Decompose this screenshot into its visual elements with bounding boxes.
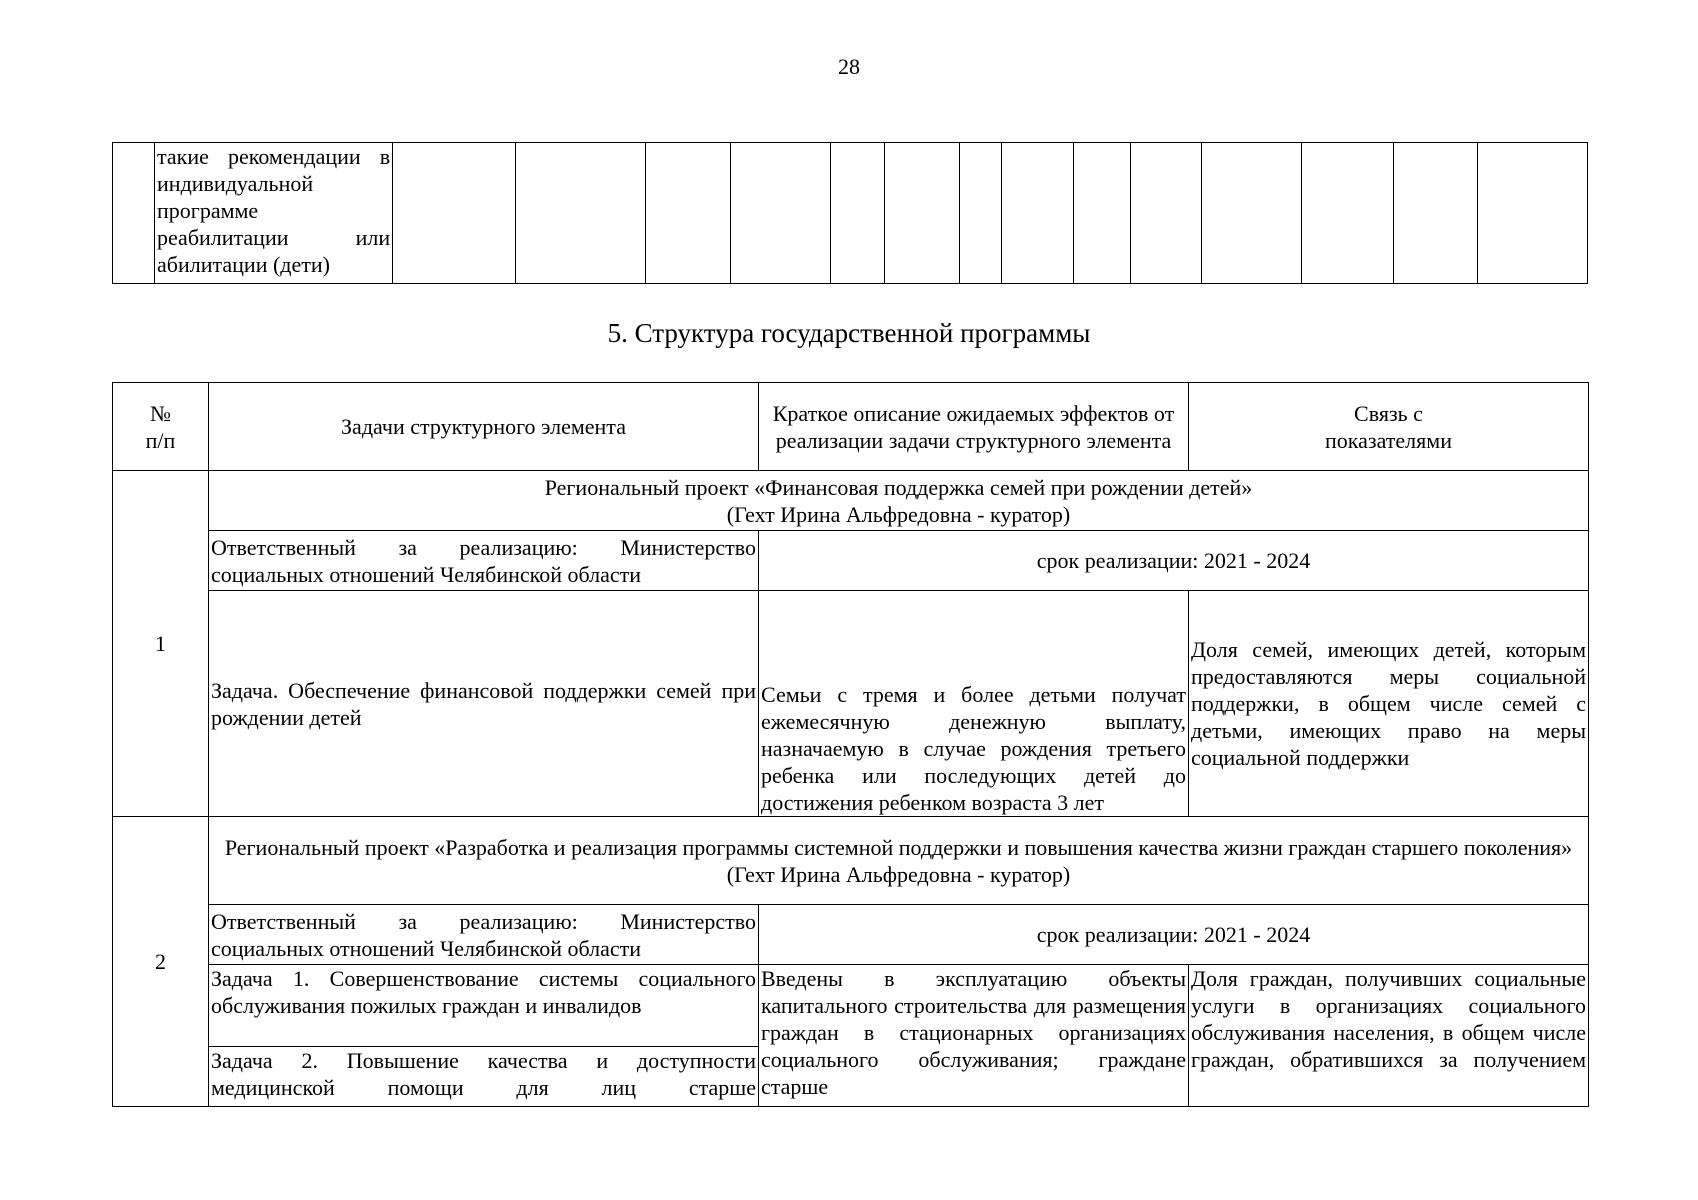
header-row [113, 383, 1589, 471]
empty-cell [1477, 143, 1587, 284]
effect-cell: Введены в эксплуатацию объекты капитального строительства для размещения граждан в стационарных организациях социального обслуживания; граждане старше [759, 965, 1189, 1107]
responsible-row [113, 905, 1589, 965]
project-name: Региональный проект «Разработка и реализация программы системной поддержки и повышения качества жизни граждан старшего поколения» [224, 834, 1573, 860]
term-cell: срок реализации: 2021 - 2024 [759, 905, 1589, 965]
empty-cell [1073, 143, 1130, 284]
header-effects: Краткое описание ожидаемых эффектов от реализации задачи структурного элемента [759, 383, 1189, 471]
header-link: Связь с показателями [1189, 383, 1589, 471]
page-number: 28 [838, 54, 860, 79]
empty-cell [831, 143, 885, 284]
project-title [209, 471, 1589, 531]
task-row [113, 965, 1589, 1047]
project-number: 2 [113, 817, 209, 1107]
table-row [113, 143, 1588, 284]
empty-cell [731, 143, 831, 284]
empty-cell [1201, 143, 1301, 284]
responsible-cell: Ответственный за реализацию: Министерство социальных отношений Челябинской области [209, 905, 759, 965]
continued-table [112, 142, 1588, 284]
empty-cell [646, 143, 731, 284]
task-cell: Задача 1. Совершенствование системы социального обслуживания пожилых граждан и инвалидов [209, 965, 759, 1047]
project-title-row [113, 471, 1589, 531]
empty-cell [959, 143, 1001, 284]
project-name: Региональный проект «Финансовая поддержка семей при рождении детей» [544, 474, 1253, 500]
structure-table [112, 382, 1589, 1107]
empty-cell [1130, 143, 1201, 284]
empty-cell [1301, 143, 1393, 284]
empty-cell [885, 143, 959, 284]
project-title-row [113, 817, 1589, 905]
indicator-cell: Доля семей, имеющих детей, которым предоставляются меры социальной поддержки, в общем числе семей с детьми, имеющих право на меры социальной поддержки [1189, 591, 1589, 817]
project-curator: (Гехт Ирина Альфредовна - куратор) [726, 501, 1071, 527]
task-cell: Задача 2. Повышение качества и доступности медицинской помощи для лиц старше [209, 1047, 759, 1107]
task-row [113, 591, 1589, 817]
section-title: 5. Структура государственной программы [607, 318, 1091, 348]
responsible-cell: Ответственный за реализацию: Министерство социальных отношений Челябинской области [209, 531, 759, 591]
header-tasks: Задачи структурного элемента [209, 383, 759, 471]
empty-cell [113, 143, 155, 284]
project-number: 1 [113, 471, 209, 817]
responsible-row [113, 531, 1589, 591]
project-curator: (Гехт Ирина Альфредовна - куратор) [726, 861, 1071, 887]
effect-cell: Семьи с тремя и более детьми получат ежемесячную денежную выплату, назначаемую в случае рождения третьего ребенка или последующих детей до достижения ребенком возраста 3 лет [759, 591, 1189, 817]
project-title [209, 817, 1589, 905]
table-cell: такие рекомендации в индивидуальной программе реабилитации или абилитации (дети) [155, 143, 393, 284]
indicator-cell: Доля граждан, получивших социальные услуги в организациях социального обслуживания населения, в общем числе граждан, обратившихся за получением [1189, 965, 1589, 1107]
empty-cell [393, 143, 516, 284]
empty-cell [1001, 143, 1073, 284]
term-cell: срок реализации: 2021 - 2024 [759, 531, 1589, 591]
task-cell: Задача. Обеспечение финансовой поддержки семей при рождении детей [209, 591, 759, 817]
empty-cell [516, 143, 646, 284]
empty-cell [1393, 143, 1477, 284]
header-num: № п/п [113, 383, 209, 471]
